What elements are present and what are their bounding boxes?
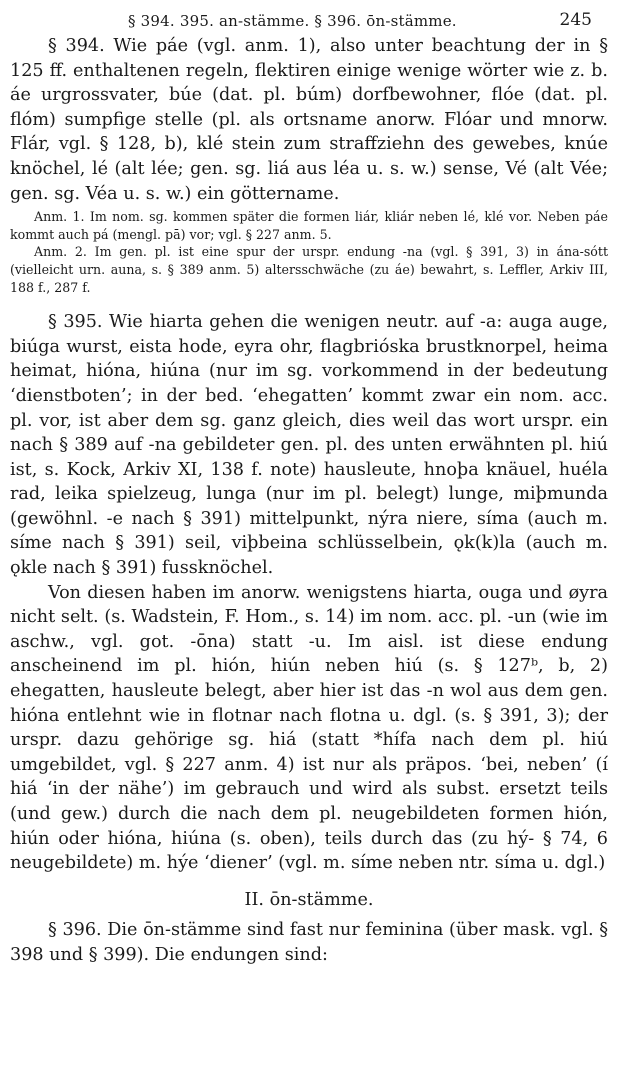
main-text: [10, 34, 608, 968]
notes-394: [10, 208, 608, 296]
note-1: Anm. 1. Im nom. sg. kommen später die formen liár, kliár neben lé, klé vor. Neben páe kommt auch pá (mengl. pā) vor; vgl. § 227 anm. 5.: [10, 209, 608, 242]
paragraph-394: § 394. Wie páe (vgl. anm. 1), also unter beachtung der in § 125 ff. enthaltenen regeln, flektiren einige wenige wörter wie z. b. áe urgrossvater, búe (dat. pl. búm) dorfbewohner, flóe (dat. pl. flóm) sumpfige stelle (pl. als ortsname anorw. Flóar und mnorw. Flár, vgl. § 128, b), klé stein zum straffziehn des gewebes, knúe knöchel, lé (alt lée; gen. sg. liá aus léa u. s. w.) sense, Vé (alt Vée; gen. sg. Véa u. s. w.) ein göttername.: [10, 36, 608, 204]
running-title: § 394. 395. an-stämme. § 396. ōn-stämme.: [128, 12, 457, 30]
paragraph-395-continued: Von diesen haben im anorw. wenigstens hiarta, ouga und øyra nicht selt. (s. Wadstein, F. Hom., s. 14) im nom. acc. pl. -un (wie im aschw., vgl. got. -ōna) statt -u. Im aisl. ist diese endung anscheinend im pl. hión, hiún neben hiú (s. § 127ᵇ, b, 2) ehegatten, hausleute belegt, aber hier ist das -n wol aus dem gen. hióna entlehnt wie in flotnar nach flotna u. dgl. (s. § 391, 3); der urspr. dazu gehörige sg. hiá (statt *hífa nach dem pl. hiú umgebildet, vgl. § 227 anm. 4) ist nur als präpos. ‘bei, neben’ (í hiá ‘in der nähe’) im gebrauch und wird als subst. ersetzt teils (und gew.) durch die nach dem pl. neugebildeten formen hión, hiún oder hióna, hiúna (s. oben), teils durch das (zu hý- § 74, 6 neugebildete) m. hýe ‘diener’ (vgl. m. síme neben ntr. síma u. dgl.): [10, 582, 608, 874]
section-title: II. ōn-stämme.: [244, 889, 374, 910]
running-header: [10, 6, 608, 34]
note-2: Anm. 2. Im gen. pl. ist eine spur der urspr. endung -na (vgl. § 391, 3) in ána-sótt (vielleicht urn. auna, s. § 389 anm. 5) altersschwäche (zu áe) bewahrt, s. Leffler, Arkiv III, 188 f., 287 f.: [10, 244, 608, 295]
paragraph-395: § 395. Wie hiarta gehen die wenigen neutr. auf -a: auga auge, biúga wurst, eista hode, eyra ohr, flagbrióska brustknorpel, heima heimat, hióna, hiúna (nur im sg. vorkommend in der bedeutung ‘dienstboten’; in der bed. ‘ehegatten’ kommt zwar ein nom. acc. pl. vor, ist aber dem sg. ganz gleich, dies weil das wort urspr. ein nach § 389 auf -na gebildeter gen. pl. des unten erwähnten pl. hiú ist, s. Kock, Arkiv XI, 138 f. note) hausleute, hnoþa knäuel, huéla rad, leika spielzeug, lunga (nur im pl. belegt) lunge, miþmunda (gewöhnl. -e nach § 391) mittelpunkt, nýra niere, síma (auch m. síme nach § 391) seil, viþbeina schlüsselbein, ǫk(k)la (auch m. ǫkle nach § 391) fussknöchel.: [10, 312, 608, 579]
paragraph-396: § 396. Die ōn-stämme sind fast nur feminina (über mask. vgl. § 398 und § 399). Die endungen sind:: [10, 920, 608, 965]
spacer: [10, 296, 608, 310]
page-number: 245: [559, 10, 592, 30]
